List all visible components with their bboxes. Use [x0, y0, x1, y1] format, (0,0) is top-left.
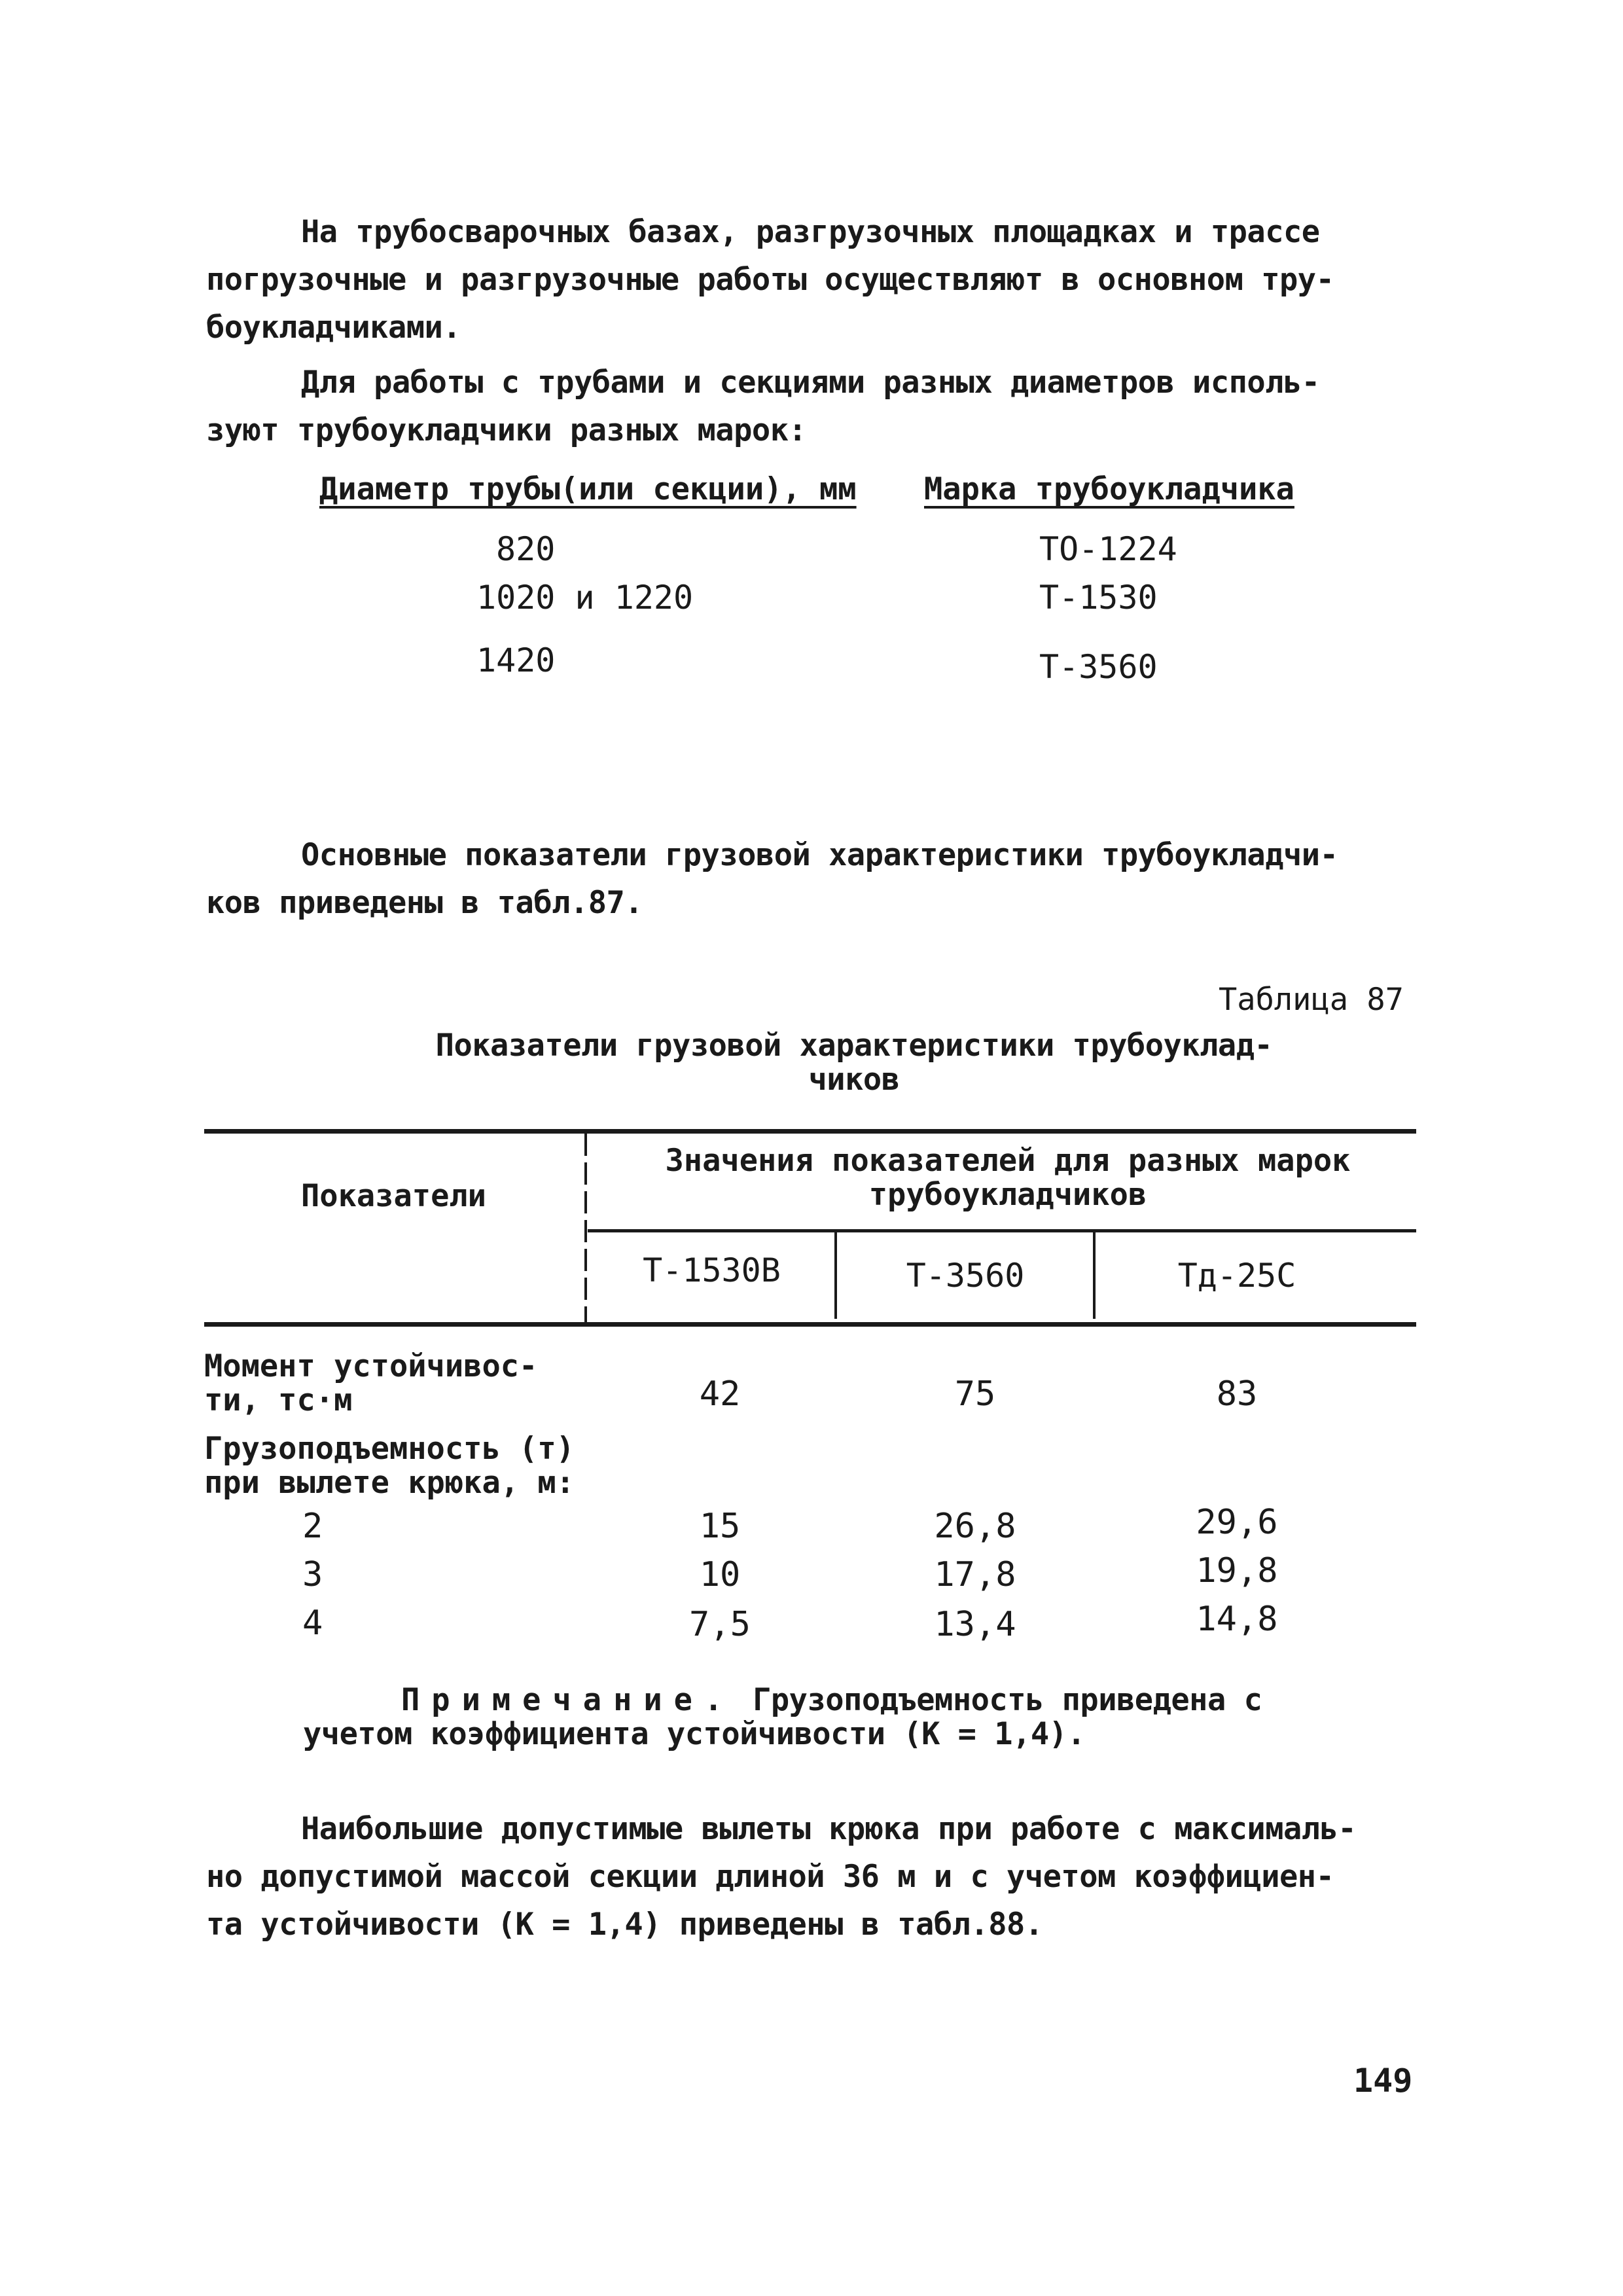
pipe-brand-t3560: Т-3560	[1039, 648, 1158, 686]
table-divider-brand-2	[1093, 1232, 1096, 1319]
page-number: 149	[1353, 2062, 1413, 2100]
capacity-value: 17,8	[934, 1555, 1016, 1594]
capacity-value: 26,8	[934, 1507, 1016, 1546]
note-text: Грузоподъемность приведена с	[753, 1682, 1262, 1718]
text-line: Основные показатели грузовой характеристики трубоукладчи-	[301, 837, 1338, 873]
table-header-brand-td25c: Тд-25С	[1177, 1257, 1296, 1295]
table-header-brand-t3560: Т-3560	[906, 1257, 1025, 1295]
text-line: зуют трубоукладчики разных марок:	[206, 412, 807, 448]
text-line: На трубосварочных базах, разгрузочных площадках и трассе	[301, 214, 1320, 250]
table-header-bottom-rule	[204, 1322, 1416, 1327]
text-line: боукладчиками.	[206, 310, 461, 346]
reach-value: 3	[302, 1555, 323, 1594]
text-line: та устойчивости (К = 1,4) приведены в табл.88.	[206, 1907, 1043, 1943]
table-note	[303, 1683, 1262, 1751]
pipe-diameter-1020-1220: 1020 и 1220	[476, 579, 694, 617]
row-label-moment	[204, 1350, 537, 1418]
note-label: Примечание.	[401, 1682, 735, 1718]
table-title	[399, 1029, 1309, 1097]
note-line: учетом коэффициента устойчивости (К = 1,4).	[303, 1716, 1086, 1752]
table-header-group	[615, 1144, 1400, 1212]
table-subheader-rule	[588, 1229, 1416, 1232]
capacity-value: 13,4	[934, 1605, 1016, 1644]
row-label-line: Момент устойчивос-	[204, 1348, 538, 1384]
moment-value-td25c: 83	[1216, 1374, 1258, 1414]
row-label-line: при вылете крюка, м:	[204, 1465, 575, 1501]
table-divider-brand-1	[834, 1232, 837, 1319]
table-divider-indicator	[584, 1134, 587, 1322]
table-header-indicator: Показатели	[301, 1178, 486, 1214]
capacity-value: 10	[699, 1555, 741, 1594]
text-line: погрузочные и разгрузочные работы осуществляют в основном тру-	[206, 262, 1334, 298]
moment-value-t3560: 75	[954, 1374, 996, 1414]
text-line: Для работы с трубами и секциями разных диаметров исполь-	[301, 365, 1320, 401]
capacity-value: 7,5	[689, 1605, 751, 1644]
row-label-line: ти, тс·м	[204, 1382, 353, 1418]
pipe-diameter-1420: 1420	[476, 641, 556, 679]
table-number-label: Таблица 87	[1219, 982, 1404, 1018]
table-header-brand-t1530v: Т-1530В	[643, 1251, 781, 1289]
text-line: но допустимой массой секции длиной 36 м и с учетом коэффициен-	[206, 1859, 1334, 1895]
intro-paragraph-2	[206, 359, 1320, 454]
closing-paragraph	[206, 1805, 1356, 1948]
text-line: ков приведены в табл.87.	[206, 885, 643, 921]
reach-value: 4	[302, 1604, 323, 1643]
reach-value: 2	[302, 1507, 323, 1546]
table-title-line: Показатели грузовой характеристики трубоуклад-	[435, 1028, 1273, 1064]
pipe-brand-t1530: Т-1530	[1039, 579, 1158, 617]
table-title-line: чиков	[808, 1062, 900, 1098]
note-line	[303, 1683, 1262, 1717]
capacity-value: 19,8	[1196, 1551, 1278, 1590]
capacity-value: 14,8	[1196, 1600, 1278, 1639]
table-header-group-line: Значения показателей для разных марок	[665, 1143, 1351, 1179]
pipe-diameter-820: 820	[496, 530, 556, 568]
moment-value-t1530v: 42	[699, 1374, 741, 1414]
capacity-value: 29,6	[1196, 1503, 1278, 1542]
table-top-rule	[204, 1129, 1416, 1134]
intro-paragraph-1	[206, 208, 1334, 351]
main-paragraph	[206, 831, 1338, 927]
pipe-list-header-brand: Марка трубоукладчика	[924, 471, 1294, 507]
table-header-group-line: трубоукладчиков	[868, 1177, 1147, 1213]
pipe-brand-to1224: ТО-1224	[1039, 530, 1177, 568]
text-line: Наибольшие допустимые вылеты крюка при работе с максималь-	[301, 1811, 1357, 1847]
row-label-line: Грузоподъемность (т)	[204, 1431, 575, 1467]
capacity-value: 15	[699, 1507, 741, 1546]
pipe-list-header-diameter: Диаметр трубы(или секции), мм	[319, 471, 857, 507]
row-label-capacity	[204, 1432, 575, 1500]
